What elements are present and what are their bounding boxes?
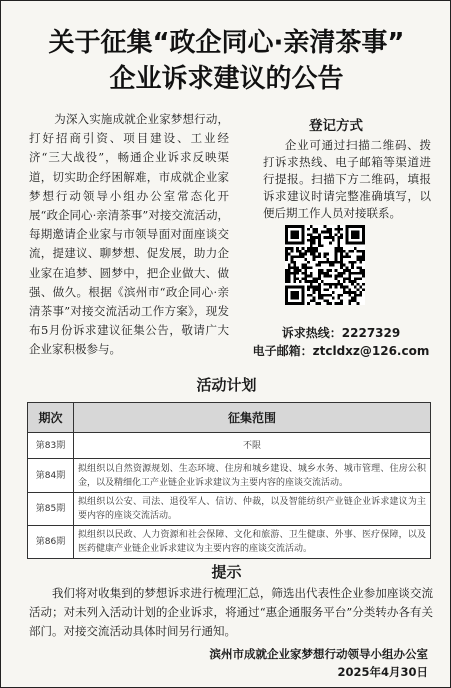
hotline-text: 诉求热线：2227329 (281, 326, 401, 340)
registration-text: 企业可通过扫描二维码、拨打诉求热线、电子邮箱等渠道进行提报。扫描下方二维码，填报诉求建议时请完整准确填写，以便后期工作人员对接联系。 (263, 138, 431, 220)
headline-line-1: 关于征集“政企同心·亲清茶事” (48, 28, 405, 58)
signature-date: 2025年4月30日 (337, 665, 428, 679)
row-period: 第83期 (28, 433, 74, 459)
intro-paragraph: 为深入实施成就企业家梦想行动，打好招商引资、项目建设、工业经济“三大战役”，畅通企业诉求反映渠道，切实助企纾困解难，市成就企业家梦想行动领导小组办公室常态化开展“政企同心·亲清茶事”对接交流活动，每期邀请企业家与市领导面对面座谈交流，提建议、聊梦想、促发展，助力企业家在追梦、圆梦中，把企业做大、做强、做久。根据《滨州市“政企同心·亲清茶事”对接交流活动工作方案》，现发布5月份诉求建议征集公告，敬请广大企业家积极参与。 (29, 112, 229, 357)
row-period: 第84期 (28, 459, 74, 493)
registration-title: 登记方式 (309, 118, 363, 134)
email-text[interactable]: 电子邮箱：ztcldxz@126.com (252, 344, 430, 358)
row-scope: 拟组织以自然资源规划、生态环境、住房和城乡建设、城乡水务、城市管理、住房公积金，以及精细化工产业链企业诉求建议为主要内容的座谈交流活动。 (74, 459, 431, 493)
contact-info (241, 324, 441, 360)
table-row (28, 493, 431, 526)
table-header-row (28, 403, 431, 433)
tip-title: 提示 (211, 563, 242, 581)
headline (1, 25, 451, 97)
row-scope: 拟组织以民政、人力资源和社会保障、文化和旅游、卫生健康、外事、医疗保障，以及医药健康产业链企业诉求建议为主要内容的座谈交流活动。 (74, 526, 431, 559)
tip-text: 我们将对收集到的梦想诉求进行梳理汇总，筛选出代表性企业参加座谈交流活动；对未列入活动计划的企业诉求，将通过“惠企通服务平台”分类转办各有关部门。对接交流活动具体时间另行通知。 (29, 586, 433, 638)
plan-table (27, 402, 431, 559)
table-row (28, 459, 431, 493)
row-period: 第86期 (28, 526, 74, 559)
qr-code-icon[interactable] (285, 225, 365, 305)
table-row (28, 433, 431, 459)
headline-line-2: 企业诉求建议的公告 (109, 64, 344, 94)
header-period: 期次 (28, 403, 74, 433)
row-scope: 不限 (74, 433, 431, 459)
row-scope: 拟组织以公安、司法、退役军人、信访、仲裁，以及智能纺织产业链企业诉求建议为主要内容的座谈交流活动。 (74, 493, 431, 526)
plan-title: 活动计划 (196, 376, 257, 394)
table-row (28, 526, 431, 559)
signature-org: 滨州市成就企业家梦想行动领导小组办公室 (209, 647, 428, 661)
header-scope: 征集范围 (74, 403, 431, 433)
row-period: 第85期 (28, 493, 74, 526)
